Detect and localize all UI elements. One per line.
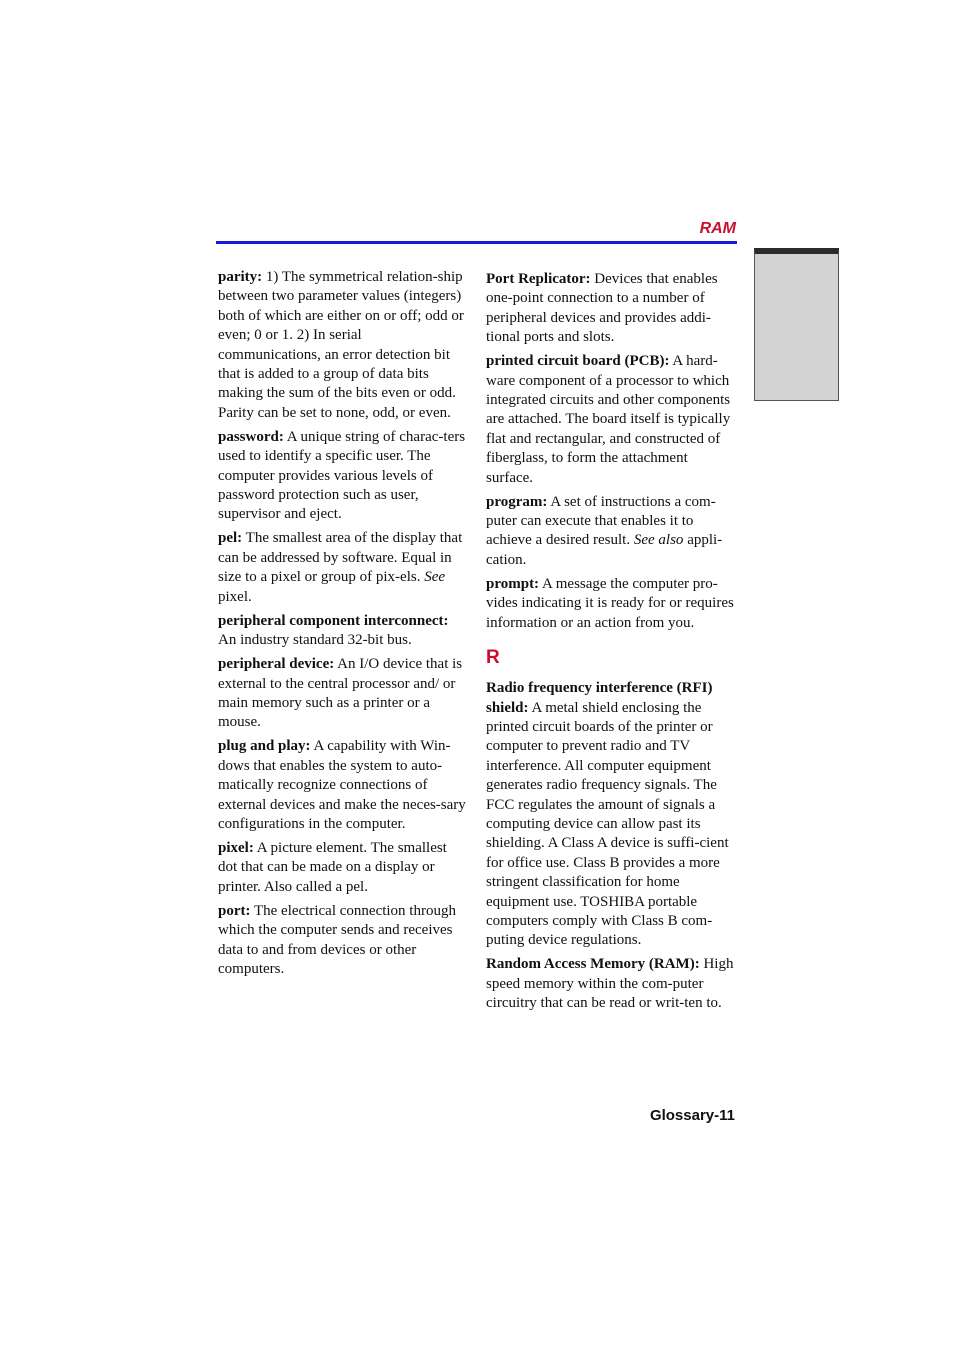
entry-definition: A picture element. The smallest dot that can be made on a display or printer. Also called a pel. [218,839,447,895]
entry-definition-tail: appli-cation. [486,532,723,568]
chapter-side-tab [754,248,839,401]
entry-term: port: [218,902,251,919]
entry-definition-tail: pixel. [218,588,252,605]
entry-term: password: [218,428,284,445]
entry-definition: Devices that enables one-point connection to a number of peripheral devices and provides addi-tional ports and slots. [486,271,718,346]
entry-term: peripheral component interconnect: [218,612,449,629]
glossary-entry-peripheral-device [218,655,468,733]
entry-definition: High speed memory within the com-puter circuitry that can be read or writ-ten to. [486,956,734,1012]
entry-definition: The electrical connection through which the computer sends and receives data to and from devices or other computers. [218,902,456,977]
entry-definition: The smallest area of the display that can be addressed by software. Equal in size to a pixel or group of pix-els. [218,530,463,586]
entry-definition: 1) The symmetrical relation-ship between two parameter values (integers) both of which are either on or off; odd or even; 0 or 1. 2) In serial communications, an error detection bit that is added to a group of data bits making the sum of the bits even or odd. Parity can be set to none, odd, or even. [218,269,464,421]
glossary-entry-port [218,902,468,980]
right-column [486,270,736,1018]
entry-definition: An industry standard 32-bit bus. [218,632,412,649]
glossary-entry-password [218,428,468,525]
glossary-entry-pci [218,612,468,651]
glossary-entry-rfi-shield [486,679,736,951]
entry-term: Random Access Memory (RAM): [486,956,700,973]
entry-term: Port Replicator: [486,271,591,287]
entry-term: peripheral device: [218,656,335,673]
entry-term: pixel: [218,839,254,856]
entry-definition: A set of instructions a com-puter can execute that enables it to achieve a desired result. [486,493,716,549]
entry-term: program: [486,493,548,510]
entry-definition: A capability with Win-dows that enables the system to auto-matically recognize connections of external devices and make the neces-sary configurations in the computer. [218,738,466,832]
glossary-entry-parity [218,268,468,423]
glossary-entry-program [486,493,736,571]
entry-term: prompt: [486,575,540,592]
page-number: Glossary-11 [649,1107,735,1124]
glossary-entry-prompt [486,575,736,633]
glossary-entry-port-replicator [486,270,736,348]
entry-definition: A unique string of charac-ters used to identify a specific user. The computer provides various levels of password protection such as user, supervisor and eject. [218,428,466,523]
glossary-entry-pcb [486,352,736,488]
entry-definition: A hard-ware component of a processor to which integrated circuits and other components are attached. The board itself is typically flat and rectangular, and constructed of fiberglass, to form the attachment surface. [486,353,731,486]
entry-definition: A message the computer pro-vides indicating it is ready for or requires information or an action from you. [486,575,734,631]
glossary-entry-pixel [218,839,468,897]
header-title: RAM [699,220,736,237]
header-rule [216,241,737,244]
entry-definition: A metal shield enclosing the printed circuit boards of the printer or computer to prevent radio and TV interference. All computer equipment generates radio frequency signals. The FCC regulates the amount of signals a computing device can allow past its shielding. A Class A device is suffi-cient for office use. Class B provides a more stringent classification for home equipment use. TOSHIBA portable computers comply with Class B com-puting device regulations. [486,699,729,949]
left-column [218,268,468,984]
glossary-entry-ram [486,955,736,1013]
glossary-entry-plug-and-play [218,737,468,834]
glossary-entry-pel [218,529,468,607]
entry-term: pel: [218,530,243,547]
entry-term: Radio frequency interference (RFI) shield: [486,680,713,716]
entry-term: plug and play: [218,738,311,755]
entry-see-reference: See also [633,532,684,549]
entry-term: printed circuit board (PCB): [486,353,670,370]
entry-see-reference: See [424,569,446,586]
section-letter-heading: R [486,647,500,669]
entry-definition: An I/O device that is external to the central processor and/ or main memory such as a printer or a mouse. [218,656,463,731]
entry-term: parity: [218,269,263,285]
